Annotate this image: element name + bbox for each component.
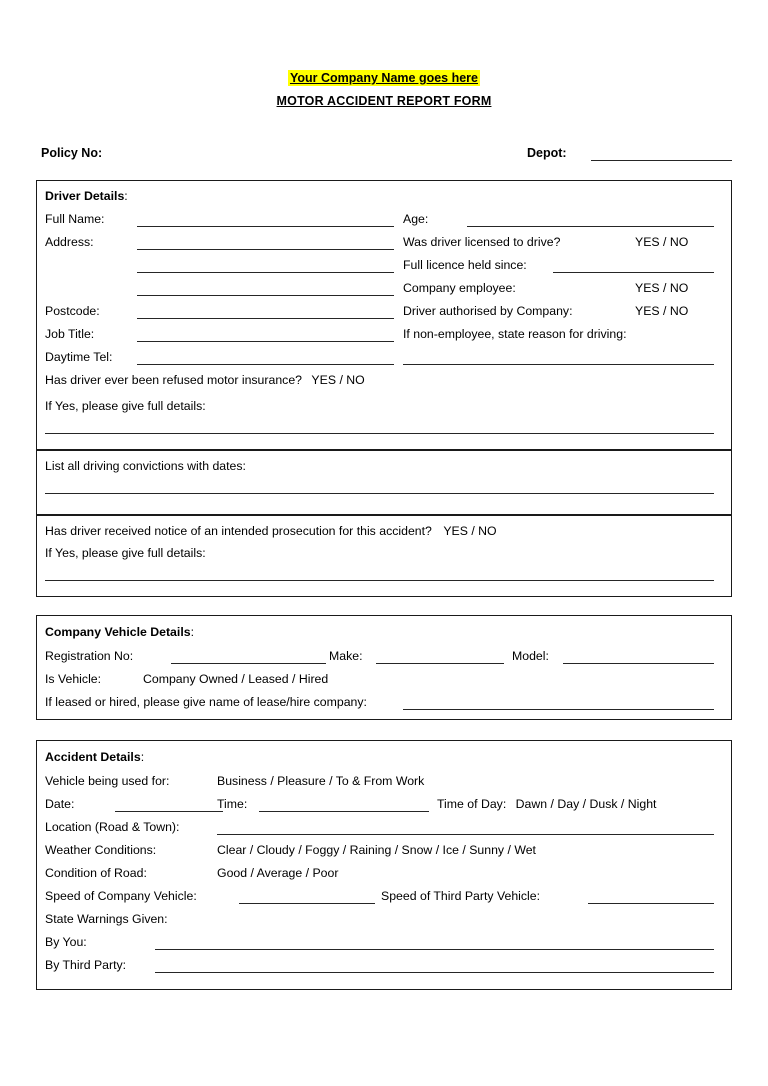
address-input-line-3[interactable]: [137, 295, 394, 296]
time-label: Time:: [217, 797, 248, 811]
refused-insurance-answer[interactable]: YES / NO: [311, 373, 365, 387]
convictions-input-line[interactable]: [45, 493, 714, 494]
speed-third-party-vehicle-label: Speed of Third Party Vehicle:: [381, 889, 541, 903]
driver-authorised-label: Driver authorised by Company:: [403, 304, 573, 318]
make-label: Make:: [329, 649, 363, 663]
by-third-party-input-line[interactable]: [155, 972, 714, 973]
non-employee-reason-label: If non-employee, state reason for driving:: [403, 327, 627, 341]
prosecution-box: [36, 515, 732, 597]
lease-hire-company-label: If leased or hired, please give name of lease/hire company:: [45, 695, 367, 709]
by-you-label: By You:: [45, 935, 87, 949]
driver-details-title: Driver Details:: [45, 189, 128, 203]
company-employee-label: Company employee:: [403, 281, 516, 295]
full-name-input-line[interactable]: [137, 226, 394, 227]
form-title-text: MOTOR ACCIDENT REPORT FORM: [276, 94, 492, 108]
prosecution-answer[interactable]: YES / NO: [443, 524, 497, 538]
is-vehicle-label: Is Vehicle:: [45, 672, 102, 686]
lease-hire-company-input-line[interactable]: [403, 709, 714, 710]
location-label: Location (Road & Town):: [45, 820, 180, 834]
company-vehicle-title: Company Vehicle Details:: [45, 625, 194, 639]
convictions-box: [36, 450, 732, 515]
form-title: [0, 94, 768, 108]
make-input-line[interactable]: [376, 663, 504, 664]
daytime-tel-label: Daytime Tel:: [45, 350, 113, 364]
speed-company-vehicle-label: Speed of Company Vehicle:: [45, 889, 197, 903]
company-vehicle-details-box: [36, 615, 732, 720]
date-input-line[interactable]: [115, 811, 223, 812]
location-input-line[interactable]: [217, 834, 714, 835]
is-vehicle-options[interactable]: Company Owned / Leased / Hired: [143, 672, 329, 686]
speed-third-party-vehicle-input-line[interactable]: [588, 903, 714, 904]
address-label: Address:: [45, 235, 94, 249]
weather-conditions-label: Weather Conditions:: [45, 843, 157, 857]
prosecution-question: Has driver received notice of an intended prosecution for this accident? YES / NO: [45, 524, 497, 538]
job-title-label: Job Title:: [45, 327, 95, 341]
driver-details-box: [36, 180, 732, 450]
state-warnings-given-label: State Warnings Given:: [45, 912, 168, 926]
accident-details-box: [36, 740, 732, 990]
time-of-day-label: Time of Day: Dawn / Day / Dusk / Night: [437, 797, 657, 811]
refused-insurance-question: Has driver ever been refused motor insurance? YES / NO: [45, 373, 365, 387]
registration-no-label: Registration No:: [45, 649, 134, 663]
refused-insurance-details-label: If Yes, please give full details:: [45, 399, 206, 413]
address-input-line-2[interactable]: [137, 272, 394, 273]
condition-of-road-options[interactable]: Good / Average / Poor: [217, 866, 339, 880]
policy-no-label: Policy No:: [41, 146, 103, 160]
model-input-line[interactable]: [563, 663, 714, 664]
daytime-tel-input-line[interactable]: [137, 364, 394, 365]
model-label: Model:: [512, 649, 549, 663]
time-input-line[interactable]: [259, 811, 429, 812]
postcode-input-line[interactable]: [137, 318, 394, 319]
driver-authorised-answer[interactable]: YES / NO: [635, 304, 689, 318]
condition-of-road-label: Condition of Road:: [45, 866, 147, 880]
accident-details-title: Accident Details:: [45, 750, 145, 764]
time-of-day-options[interactable]: Dawn / Day / Dusk / Night: [515, 797, 657, 811]
postcode-label: Postcode:: [45, 304, 100, 318]
by-you-input-line[interactable]: [155, 949, 714, 950]
prosecution-details-label: If Yes, please give full details:: [45, 546, 206, 560]
vehicle-used-for-label: Vehicle being used for:: [45, 774, 170, 788]
depot-input-line[interactable]: [591, 160, 732, 161]
by-third-party-label: By Third Party:: [45, 958, 127, 972]
licensed-to-drive-label: Was driver licensed to drive?: [403, 235, 561, 249]
licence-held-since-input-line[interactable]: [553, 272, 714, 273]
age-label: Age:: [403, 212, 429, 226]
depot-label: Depot:: [527, 146, 567, 160]
company-employee-answer[interactable]: YES / NO: [635, 281, 689, 295]
refused-insurance-details-line[interactable]: [45, 433, 714, 434]
convictions-label: List all driving convictions with dates:: [45, 459, 246, 473]
speed-company-vehicle-input-line[interactable]: [239, 903, 375, 904]
non-employee-reason-input-line[interactable]: [403, 364, 714, 365]
licence-held-since-label: Full licence held since:: [403, 258, 527, 272]
job-title-input-line[interactable]: [137, 341, 394, 342]
vehicle-used-for-options[interactable]: Business / Pleasure / To & From Work: [217, 774, 425, 788]
prosecution-details-line[interactable]: [45, 580, 714, 581]
company-name-title: [0, 70, 768, 86]
registration-no-input-line[interactable]: [171, 663, 326, 664]
weather-conditions-options[interactable]: Clear / Cloudy / Foggy / Raining / Snow / Ice / Sunny / Wet: [217, 843, 536, 857]
full-name-label: Full Name:: [45, 212, 105, 226]
licensed-to-drive-answer[interactable]: YES / NO: [635, 235, 689, 249]
age-input-line[interactable]: [467, 226, 714, 227]
company-name-highlight: Your Company Name goes here: [289, 71, 478, 85]
date-label: Date:: [45, 797, 75, 811]
address-input-line-1[interactable]: [137, 249, 394, 250]
